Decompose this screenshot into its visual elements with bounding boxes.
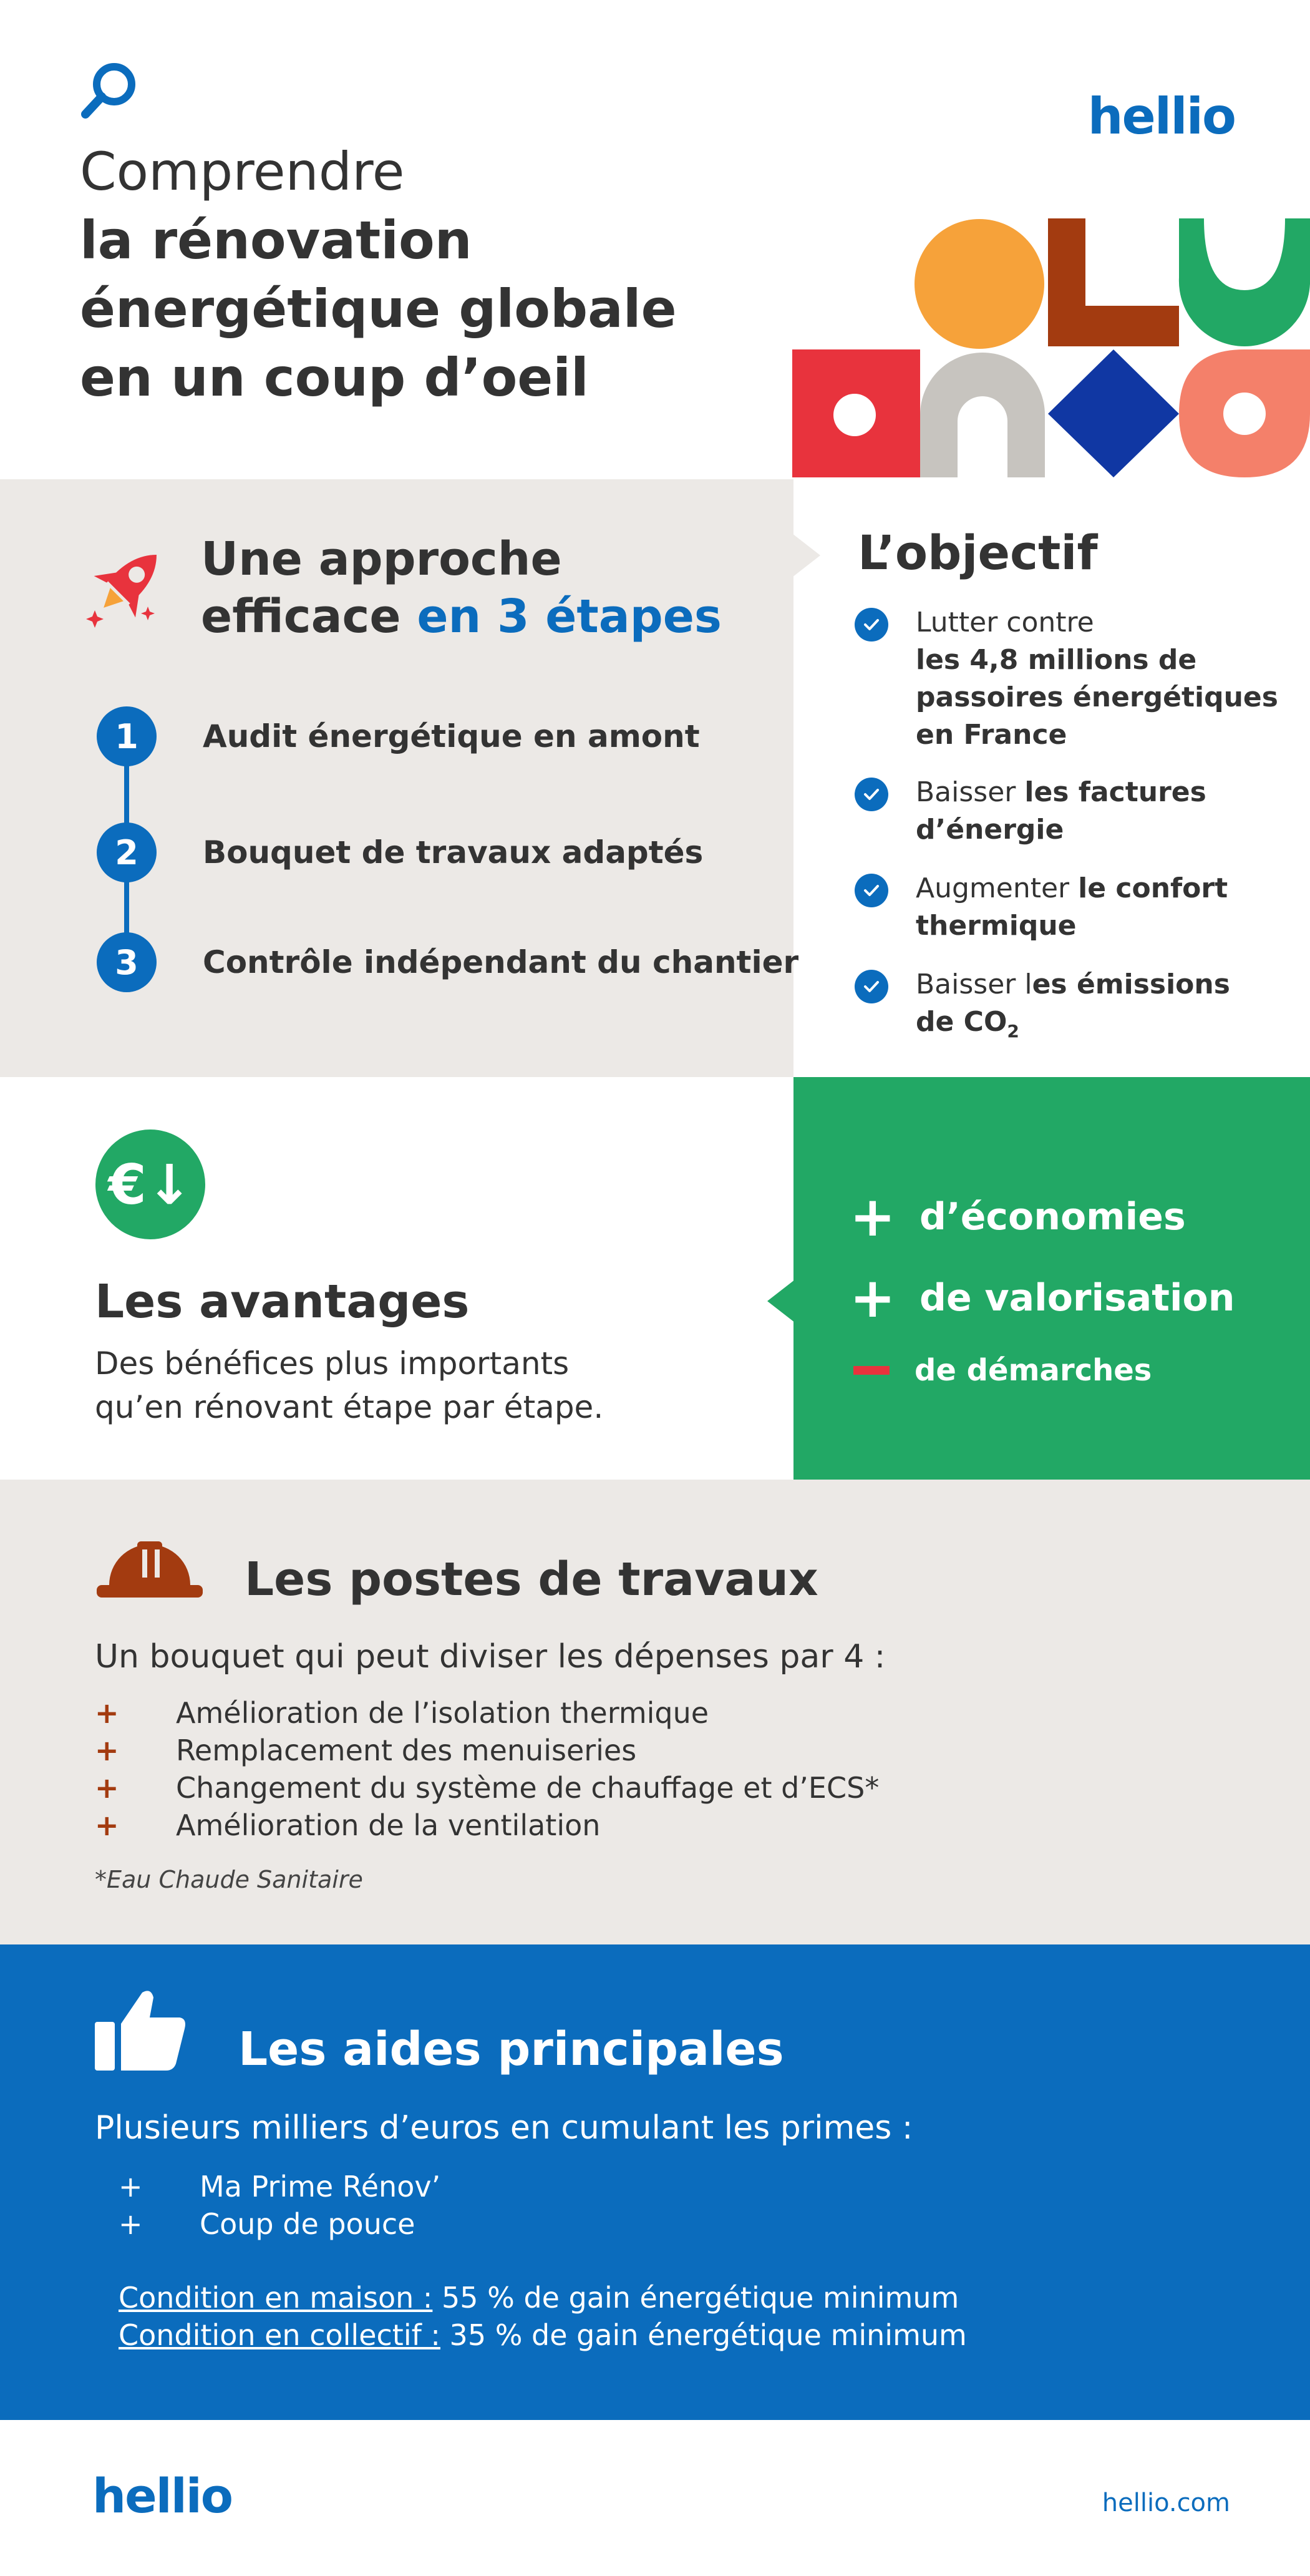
section-arrow bbox=[792, 534, 823, 577]
objective-text: Augmenter bbox=[916, 872, 1079, 904]
title-line-2: la rénovation bbox=[80, 210, 472, 271]
list-item-label: Remplacement des menuiseries bbox=[176, 1734, 637, 1767]
approach-title-highlight: en 3 étapes bbox=[417, 590, 722, 643]
advantages-description bbox=[95, 1342, 603, 1429]
step-3 bbox=[97, 932, 798, 992]
objective-item-2 bbox=[855, 774, 1279, 849]
aides-conditions bbox=[119, 2279, 967, 2354]
travaux-footnote: *Eau Chaude Sanitaire bbox=[95, 1866, 363, 1893]
green-u-shape bbox=[1179, 218, 1310, 346]
advantage-label: de valorisation bbox=[919, 1276, 1235, 1320]
advantage-item-3 bbox=[850, 1353, 1152, 1388]
rust-l-shape bbox=[1048, 218, 1179, 346]
travaux-intro: Un bouquet qui peut diviser les dépenses par 4 : bbox=[95, 1638, 886, 1676]
title-line-1: Comprendre bbox=[80, 141, 405, 202]
title-line-4: en un coup d’oeil bbox=[80, 347, 589, 408]
section-arrow bbox=[764, 1279, 795, 1323]
objective-text: Baisser l bbox=[916, 968, 1032, 1000]
list-item-label: Amélioration de la ventilation bbox=[176, 1808, 601, 1842]
advantage-label: d’économies bbox=[919, 1195, 1186, 1239]
page-title bbox=[80, 137, 677, 412]
title-line-3: énergétique globale bbox=[80, 278, 677, 339]
plus-icon: + bbox=[95, 1734, 119, 1767]
euro-down-icon: €↓ bbox=[95, 1129, 205, 1239]
list-item bbox=[119, 2168, 440, 2205]
plus-icon: + bbox=[850, 1266, 896, 1330]
advantages-desc-line1: Des bénéfices plus importants bbox=[95, 1345, 570, 1382]
advantages-title: Les avantages bbox=[95, 1275, 470, 1329]
step-2 bbox=[97, 822, 703, 882]
plus-icon: + bbox=[95, 1808, 119, 1842]
search-icon bbox=[78, 59, 140, 122]
objective-text-bold: es émissions de CO bbox=[916, 968, 1230, 1038]
objective-item-3 bbox=[855, 870, 1279, 945]
condition-text: 55 % de gain énergétique minimum bbox=[432, 2281, 959, 2315]
hard-hat-icon bbox=[94, 1532, 206, 1601]
footer-url[interactable]: hellio.com bbox=[1102, 2489, 1230, 2517]
footer-logo[interactable]: hellio bbox=[92, 2468, 233, 2524]
condition-label: Condition en collectif : bbox=[119, 2318, 440, 2352]
plus-icon: + bbox=[850, 1184, 896, 1249]
thumbs-up-icon bbox=[94, 1988, 187, 2072]
objective-text-bold: le confort thermique bbox=[916, 872, 1228, 942]
approach-title-line1: Une approche bbox=[201, 532, 562, 586]
check-icon bbox=[855, 608, 888, 642]
list-item-label: Changement du système de chauffage et d’ECS* bbox=[176, 1771, 880, 1805]
step-number: 3 bbox=[97, 932, 157, 992]
plus-icon: + bbox=[95, 1696, 119, 1730]
list-item bbox=[95, 1694, 879, 1732]
list-item-label: Ma Prime Rénov’ bbox=[200, 2170, 441, 2203]
aides-title: Les aides principales bbox=[238, 2022, 784, 2076]
header-logo[interactable]: hellio bbox=[1087, 87, 1235, 145]
stone-arch-shape bbox=[920, 353, 1045, 477]
check-icon bbox=[855, 874, 888, 907]
plus-icon: + bbox=[119, 2207, 143, 2241]
step-label: Audit énergétique en amont bbox=[203, 718, 700, 754]
aides-intro: Plusieurs milliers d’euros en cumulant les primes : bbox=[95, 2109, 913, 2147]
advantages-desc-line2: qu’en rénovant étape par étape. bbox=[95, 1389, 604, 1425]
aides-list bbox=[119, 2168, 440, 2243]
step-number: 2 bbox=[97, 822, 157, 882]
objective-title: L’objectif bbox=[858, 525, 1098, 580]
step-label: Bouquet de travaux adaptés bbox=[203, 834, 704, 871]
co2-subscript: 2 bbox=[1007, 1020, 1019, 1042]
step-1 bbox=[97, 706, 700, 766]
check-icon bbox=[855, 970, 888, 1003]
advantage-item-1 bbox=[850, 1184, 1186, 1249]
step-number: 1 bbox=[97, 706, 157, 766]
objective-text: Baisser bbox=[916, 776, 1025, 808]
advantage-label: de démarches bbox=[915, 1353, 1152, 1388]
objective-item-1 bbox=[855, 604, 1279, 754]
list-item bbox=[95, 1769, 879, 1807]
condition-maison bbox=[119, 2279, 967, 2316]
travaux-title: Les postes de travaux bbox=[245, 1553, 818, 1606]
orange-circle-shape bbox=[915, 219, 1044, 349]
rocket-icon bbox=[81, 537, 175, 630]
minus-icon bbox=[853, 1366, 890, 1375]
list-item-label: Coup de pouce bbox=[200, 2207, 415, 2241]
travaux-list bbox=[95, 1694, 879, 1844]
list-item bbox=[95, 1807, 879, 1844]
condition-collectif bbox=[119, 2316, 967, 2354]
objective-text-bold: les factures d’énergie bbox=[916, 776, 1206, 846]
approach-title bbox=[201, 530, 722, 645]
plus-icon: + bbox=[119, 2170, 143, 2203]
objective-item-4 bbox=[855, 966, 1279, 1050]
plus-icon: + bbox=[95, 1771, 119, 1805]
advantage-item-2 bbox=[850, 1266, 1235, 1330]
list-item bbox=[95, 1732, 879, 1769]
objective-text-bold: les 4,8 millions de passoires énergétiques en France bbox=[916, 644, 1278, 751]
objective-text: Lutter contre bbox=[916, 607, 1094, 638]
geometric-decoration bbox=[792, 215, 1310, 481]
step-label: Contrôle indépendant du chantier bbox=[203, 944, 799, 980]
check-icon bbox=[855, 778, 888, 811]
list-item bbox=[119, 2205, 440, 2243]
condition-text: 35 % de gain énergétique minimum bbox=[440, 2318, 967, 2352]
condition-label: Condition en maison : bbox=[119, 2281, 433, 2315]
navy-diamond-shape bbox=[1048, 349, 1179, 477]
list-item-label: Amélioration de l’isolation thermique bbox=[176, 1696, 709, 1730]
approach-title-line2a: efficace bbox=[201, 590, 417, 643]
